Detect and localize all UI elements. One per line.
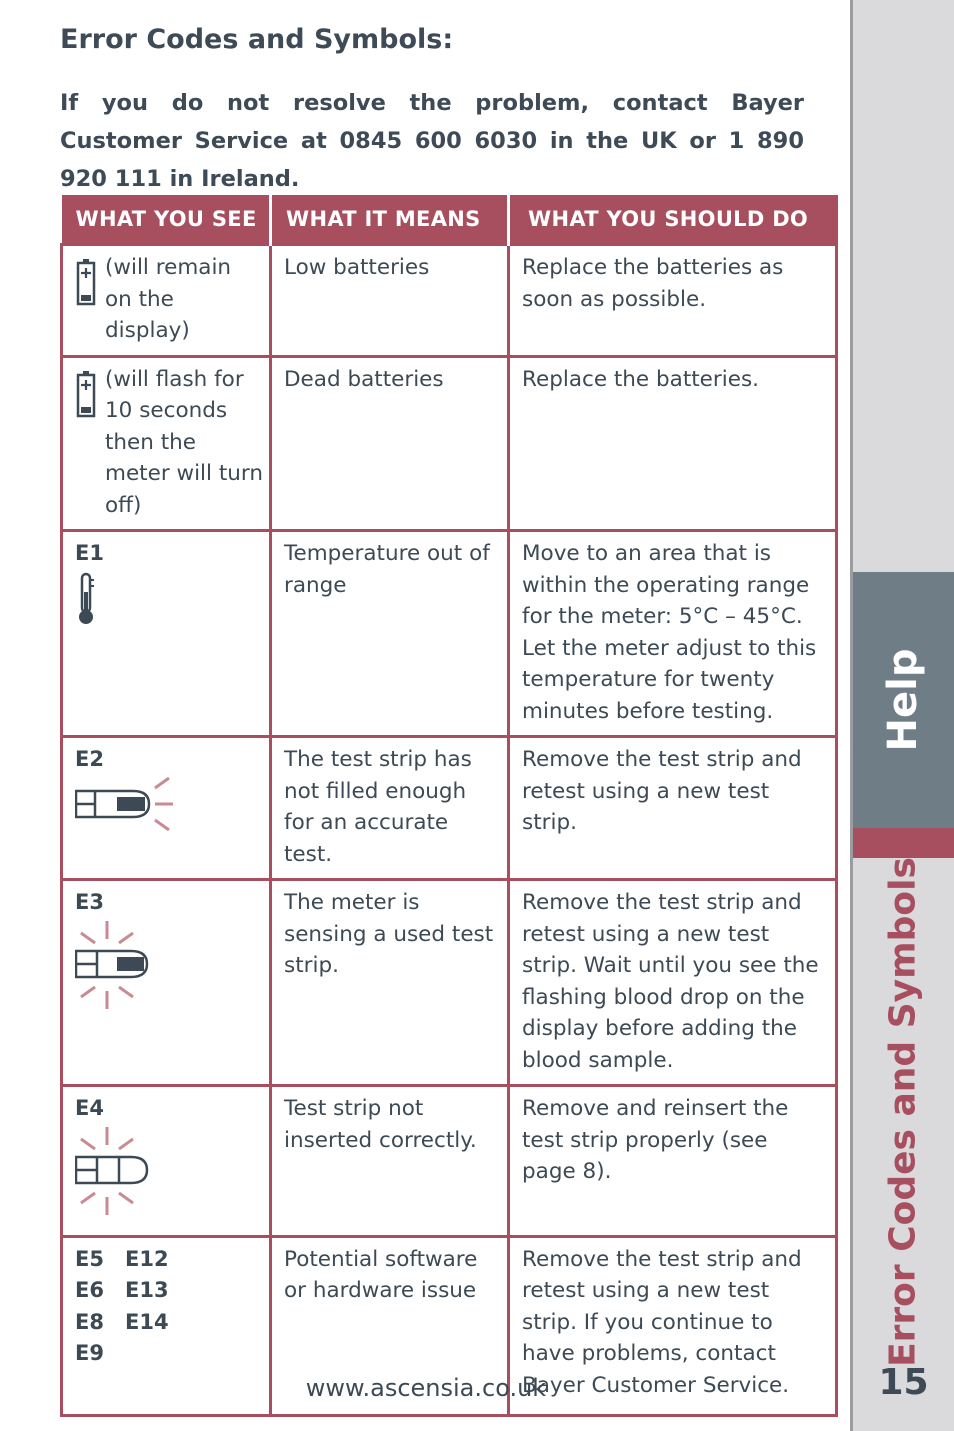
cell-what-it-means: Low batteries (271, 245, 509, 357)
error-code-list (75, 1244, 263, 1370)
cell-what-you-see (62, 356, 271, 531)
cell-what-it-means: Dead batteries (271, 356, 509, 531)
error-code: E14 (125, 1309, 169, 1334)
error-code: E5 (75, 1246, 104, 1271)
cell-what-it-means: The test strip has not filled enough for an accurate test. (271, 737, 509, 880)
cell-what-you-see (62, 737, 271, 880)
underfilled-strip-icon (75, 776, 185, 832)
cell-what-it-means: Temperature out of range (271, 531, 509, 737)
table-row (62, 245, 837, 357)
error-code: E4 (75, 1096, 104, 1120)
page-number: 15 (878, 1362, 929, 1403)
cell-what-you-see (62, 245, 271, 357)
table-row (62, 737, 837, 880)
used-strip-icon (75, 919, 165, 1011)
battery-icon (75, 370, 97, 418)
cell-what-you-should-do: Replace the batteries as soon as possible. (509, 245, 837, 357)
thermometer-icon (75, 572, 99, 626)
table-row (62, 356, 837, 531)
header-what-you-should-do: WHAT YOU SHOULD DO (509, 195, 837, 245)
cell-what-you-should-do: Remove the test strip and retest using a new test strip. If you continue to have problems, contact Bayer Customer Service. (509, 1236, 837, 1415)
cell-what-you-see (62, 1086, 271, 1237)
cell-what-you-should-do: Remove the test strip and retest using a new test strip. Wait until you see the flashing blood drop on the display before adding the blood sample. (509, 880, 837, 1086)
incorrect-strip-icon (75, 1125, 165, 1217)
cell-what-you-should-do: Move to an area that is within the operating range for the meter: 5°C – 45°C. Let the meter adjust to this temperature for twenty minutes before testing. (509, 531, 837, 737)
error-code: E6 (75, 1278, 104, 1302)
error-code: E9 (75, 1341, 104, 1365)
table-row (62, 531, 837, 737)
section-tab-label: Error Codes and Symbols (882, 857, 924, 1367)
error-code: E12 (125, 1246, 169, 1271)
battery-dead-description: (will flash for 10 seconds then the meter will turn off) (105, 366, 263, 518)
error-code: E8 (75, 1309, 104, 1334)
error-code: E3 (75, 890, 104, 914)
cell-what-you-see (62, 880, 271, 1086)
error-code: E13 (125, 1278, 169, 1302)
page-heading: Error Codes and Symbols: (60, 24, 454, 55)
battery-icon (75, 258, 97, 306)
cell-what-you-should-do: Replace the batteries. (509, 356, 837, 531)
table-header-row (62, 195, 837, 245)
cell-what-it-means: Test strip not inserted correctly. (271, 1086, 509, 1237)
error-codes-table (60, 195, 838, 1417)
cell-what-it-means: The meter is sensing a used test strip. (271, 880, 509, 1086)
cell-what-it-means: Potential software or hardware issue (271, 1236, 509, 1415)
battery-low-description: (will remain on the display) (105, 255, 232, 343)
table-row (62, 1086, 837, 1237)
intro-paragraph: If you do not resolve the problem, contact Bayer Customer Service at 0845 600 6030 in the UK or 1 890 920 111 in Ireland. (60, 90, 804, 192)
table-row (62, 880, 837, 1086)
footer-url: www.ascensia.co.uk (305, 1374, 547, 1402)
header-what-it-means: WHAT IT MEANS (271, 195, 509, 245)
header-what-you-see: WHAT YOU SEE (62, 195, 271, 245)
cell-what-you-should-do: Remove and reinsert the test strip properly (see page 8). (509, 1086, 837, 1237)
cell-what-you-see (62, 531, 271, 737)
help-tab-label: Help (880, 648, 926, 752)
help-tab-accent (853, 828, 954, 858)
cell-what-you-should-do: Remove the test strip and retest using a new test strip. (509, 737, 837, 880)
error-code: E1 (75, 541, 104, 565)
error-code: E2 (75, 747, 104, 771)
